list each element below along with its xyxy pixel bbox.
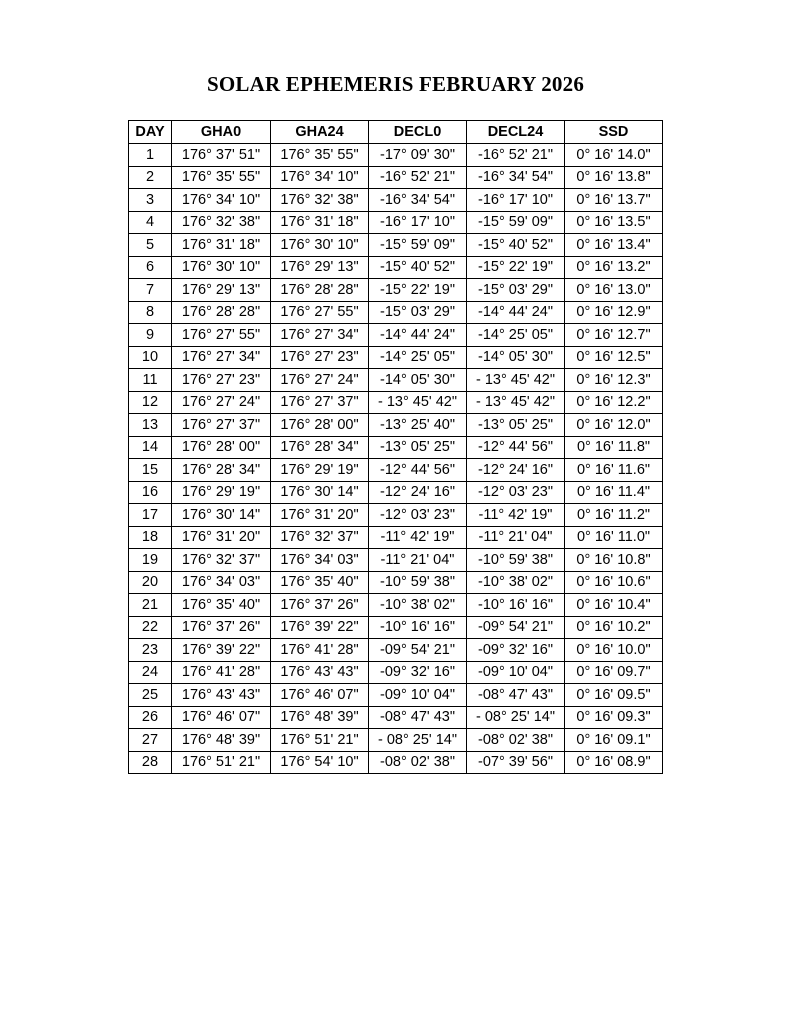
cell-decl24: -15° 03' 29": [467, 279, 565, 302]
cell-gha0: 176° 31' 20": [172, 526, 271, 549]
cell-ssd: 0° 16' 12.7": [565, 324, 663, 347]
cell-ssd: 0° 16' 13.4": [565, 234, 663, 257]
cell-gha24: 176° 29' 19": [271, 459, 369, 482]
column-header-gha24: GHA24: [271, 121, 369, 144]
cell-gha24: 176° 30' 10": [271, 234, 369, 257]
cell-gha0: 176° 28' 28": [172, 301, 271, 324]
column-header-ssd: SSD: [565, 121, 663, 144]
cell-ssd: 0° 16' 13.8": [565, 166, 663, 189]
table-row: [129, 661, 663, 684]
cell-gha24: 176° 37' 26": [271, 594, 369, 617]
cell-gha24: 176° 48' 39": [271, 706, 369, 729]
table-row: [129, 436, 663, 459]
cell-day: 5: [129, 234, 172, 257]
table-header-row: [129, 121, 663, 144]
cell-gha24: 176° 54' 10": [271, 751, 369, 774]
column-header-decl0: DECL0: [369, 121, 467, 144]
cell-day: 10: [129, 346, 172, 369]
cell-gha24: 176° 27' 55": [271, 301, 369, 324]
table-row: [129, 571, 663, 594]
cell-gha0: 176° 48' 39": [172, 729, 271, 752]
cell-decl0: -15° 40' 52": [369, 256, 467, 279]
cell-day: 11: [129, 369, 172, 392]
cell-decl0: -14° 05' 30": [369, 369, 467, 392]
column-header-day: DAY: [129, 121, 172, 144]
cell-day: 8: [129, 301, 172, 324]
cell-day: 27: [129, 729, 172, 752]
cell-gha24: 176° 32' 38": [271, 189, 369, 212]
cell-day: 26: [129, 706, 172, 729]
table-row: [129, 301, 663, 324]
cell-day: 9: [129, 324, 172, 347]
table-row: [129, 369, 663, 392]
table-row: [129, 234, 663, 257]
cell-decl0: -15° 03' 29": [369, 301, 467, 324]
cell-ssd: 0° 16' 13.0": [565, 279, 663, 302]
table-row: [129, 616, 663, 639]
cell-gha0: 176° 29' 19": [172, 481, 271, 504]
cell-gha0: 176° 32' 37": [172, 549, 271, 572]
table-row: [129, 391, 663, 414]
cell-decl24: -15° 22' 19": [467, 256, 565, 279]
cell-decl0: -11° 42' 19": [369, 526, 467, 549]
cell-gha24: 176° 31' 18": [271, 211, 369, 234]
cell-gha24: 176° 30' 14": [271, 481, 369, 504]
cell-gha0: 176° 27' 37": [172, 414, 271, 437]
cell-day: 22: [129, 616, 172, 639]
cell-gha0: 176° 30' 14": [172, 504, 271, 527]
cell-decl0: -08° 47' 43": [369, 706, 467, 729]
cell-day: 15: [129, 459, 172, 482]
cell-gha0: 176° 27' 55": [172, 324, 271, 347]
cell-ssd: 0° 16' 13.2": [565, 256, 663, 279]
cell-gha0: 176° 30' 10": [172, 256, 271, 279]
table-row: [129, 279, 663, 302]
cell-ssd: 0° 16' 10.8": [565, 549, 663, 572]
cell-decl0: -12° 24' 16": [369, 481, 467, 504]
cell-gha0: 176° 37' 26": [172, 616, 271, 639]
column-header-decl24: DECL24: [467, 121, 565, 144]
table-row: [129, 751, 663, 774]
cell-day: 28: [129, 751, 172, 774]
table-row: [129, 526, 663, 549]
cell-gha0: 176° 27' 24": [172, 391, 271, 414]
cell-decl24: -13° 05' 25": [467, 414, 565, 437]
cell-ssd: 0° 16' 10.4": [565, 594, 663, 617]
cell-ssd: 0° 16' 12.9": [565, 301, 663, 324]
cell-decl24: -10° 16' 16": [467, 594, 565, 617]
cell-gha0: 176° 35' 55": [172, 166, 271, 189]
cell-decl0: -16° 52' 21": [369, 166, 467, 189]
cell-gha0: 176° 51' 21": [172, 751, 271, 774]
cell-decl0: -10° 16' 16": [369, 616, 467, 639]
cell-decl24: -10° 38' 02": [467, 571, 565, 594]
cell-ssd: 0° 16' 12.5": [565, 346, 663, 369]
cell-ssd: 0° 16' 12.2": [565, 391, 663, 414]
cell-ssd: 0° 16' 11.4": [565, 481, 663, 504]
cell-decl24: -12° 24' 16": [467, 459, 565, 482]
cell-decl0: -17° 09' 30": [369, 144, 467, 167]
table-row: [129, 346, 663, 369]
table-row: [129, 414, 663, 437]
cell-gha24: 176° 34' 10": [271, 166, 369, 189]
cell-gha24: 176° 46' 07": [271, 684, 369, 707]
cell-gha0: 176° 27' 23": [172, 369, 271, 392]
cell-gha24: 176° 39' 22": [271, 616, 369, 639]
cell-decl24: -12° 03' 23": [467, 481, 565, 504]
cell-decl24: -08° 02' 38": [467, 729, 565, 752]
cell-day: 4: [129, 211, 172, 234]
cell-decl0: -08° 02' 38": [369, 751, 467, 774]
cell-ssd: 0° 16' 10.6": [565, 571, 663, 594]
cell-ssd: 0° 16' 14.0": [565, 144, 663, 167]
cell-gha0: 176° 28' 34": [172, 459, 271, 482]
cell-gha24: 176° 32' 37": [271, 526, 369, 549]
cell-gha24: 176° 28' 28": [271, 279, 369, 302]
cell-ssd: 0° 16' 12.3": [565, 369, 663, 392]
cell-gha24: 176° 35' 40": [271, 571, 369, 594]
cell-day: 12: [129, 391, 172, 414]
cell-gha0: 176° 43' 43": [172, 684, 271, 707]
cell-decl24: -09° 32' 16": [467, 639, 565, 662]
table-row: [129, 684, 663, 707]
table-row: [129, 211, 663, 234]
cell-decl0: -12° 03' 23": [369, 504, 467, 527]
cell-ssd: 0° 16' 09.5": [565, 684, 663, 707]
cell-ssd: 0° 16' 10.0": [565, 639, 663, 662]
cell-ssd: 0° 16' 08.9": [565, 751, 663, 774]
cell-day: 6: [129, 256, 172, 279]
cell-decl24: - 13° 45' 42": [467, 369, 565, 392]
cell-day: 20: [129, 571, 172, 594]
table-row: [129, 481, 663, 504]
cell-gha24: 176° 28' 00": [271, 414, 369, 437]
cell-decl0: -09° 32' 16": [369, 661, 467, 684]
cell-decl0: -15° 59' 09": [369, 234, 467, 257]
column-header-gha0: GHA0: [172, 121, 271, 144]
cell-gha0: 176° 27' 34": [172, 346, 271, 369]
table-row: [129, 189, 663, 212]
cell-gha0: 176° 37' 51": [172, 144, 271, 167]
cell-ssd: 0° 16' 09.3": [565, 706, 663, 729]
cell-day: 16: [129, 481, 172, 504]
cell-decl24: -15° 59' 09": [467, 211, 565, 234]
cell-decl0: -11° 21' 04": [369, 549, 467, 572]
cell-ssd: 0° 16' 13.5": [565, 211, 663, 234]
cell-ssd: 0° 16' 09.1": [565, 729, 663, 752]
cell-day: 24: [129, 661, 172, 684]
cell-ssd: 0° 16' 13.7": [565, 189, 663, 212]
cell-gha24: 176° 29' 13": [271, 256, 369, 279]
cell-day: 1: [129, 144, 172, 167]
cell-day: 7: [129, 279, 172, 302]
cell-ssd: 0° 16' 10.2": [565, 616, 663, 639]
cell-decl24: -12° 44' 56": [467, 436, 565, 459]
cell-decl24: -16° 17' 10": [467, 189, 565, 212]
cell-decl0: -10° 38' 02": [369, 594, 467, 617]
cell-decl24: -14° 25' 05": [467, 324, 565, 347]
cell-decl24: -16° 52' 21": [467, 144, 565, 167]
cell-ssd: 0° 16' 12.0": [565, 414, 663, 437]
table-body: [129, 144, 663, 774]
cell-decl24: -14° 05' 30": [467, 346, 565, 369]
table-row: [129, 594, 663, 617]
cell-decl0: -13° 05' 25": [369, 436, 467, 459]
cell-gha0: 176° 34' 10": [172, 189, 271, 212]
cell-day: 2: [129, 166, 172, 189]
cell-ssd: 0° 16' 11.0": [565, 526, 663, 549]
cell-gha24: 176° 35' 55": [271, 144, 369, 167]
cell-decl0: -16° 34' 54": [369, 189, 467, 212]
cell-decl24: -09° 10' 04": [467, 661, 565, 684]
cell-day: 25: [129, 684, 172, 707]
cell-gha24: 176° 34' 03": [271, 549, 369, 572]
cell-gha0: 176° 35' 40": [172, 594, 271, 617]
table-row: [129, 324, 663, 347]
cell-decl24: -11° 21' 04": [467, 526, 565, 549]
table-row: [129, 256, 663, 279]
cell-gha0: 176° 41' 28": [172, 661, 271, 684]
cell-day: 14: [129, 436, 172, 459]
cell-gha24: 176° 31' 20": [271, 504, 369, 527]
cell-day: 19: [129, 549, 172, 572]
table-row: [129, 706, 663, 729]
table-row: [129, 459, 663, 482]
table-row: [129, 504, 663, 527]
cell-ssd: 0° 16' 11.2": [565, 504, 663, 527]
cell-decl0: -09° 54' 21": [369, 639, 467, 662]
cell-gha24: 176° 27' 37": [271, 391, 369, 414]
cell-decl0: - 13° 45' 42": [369, 391, 467, 414]
cell-decl0: -14° 25' 05": [369, 346, 467, 369]
cell-day: 21: [129, 594, 172, 617]
cell-decl24: -14° 44' 24": [467, 301, 565, 324]
cell-decl24: -08° 47' 43": [467, 684, 565, 707]
cell-decl0: -15° 22' 19": [369, 279, 467, 302]
cell-decl24: -15° 40' 52": [467, 234, 565, 257]
cell-decl24: -10° 59' 38": [467, 549, 565, 572]
table-row: [129, 166, 663, 189]
cell-gha24: 176° 51' 21": [271, 729, 369, 752]
cell-gha0: 176° 46' 07": [172, 706, 271, 729]
cell-decl0: -13° 25' 40": [369, 414, 467, 437]
table-row: [129, 549, 663, 572]
cell-ssd: 0° 16' 11.6": [565, 459, 663, 482]
cell-decl0: -16° 17' 10": [369, 211, 467, 234]
cell-gha24: 176° 27' 34": [271, 324, 369, 347]
cell-decl24: - 13° 45' 42": [467, 391, 565, 414]
cell-gha0: 176° 39' 22": [172, 639, 271, 662]
table-row: [129, 729, 663, 752]
cell-day: 17: [129, 504, 172, 527]
cell-gha24: 176° 43' 43": [271, 661, 369, 684]
cell-decl0: -09° 10' 04": [369, 684, 467, 707]
cell-ssd: 0° 16' 11.8": [565, 436, 663, 459]
cell-gha24: 176° 28' 34": [271, 436, 369, 459]
cell-decl24: -07° 39' 56": [467, 751, 565, 774]
cell-ssd: 0° 16' 09.7": [565, 661, 663, 684]
cell-decl24: -11° 42' 19": [467, 504, 565, 527]
cell-gha0: 176° 29' 13": [172, 279, 271, 302]
cell-day: 18: [129, 526, 172, 549]
cell-gha0: 176° 32' 38": [172, 211, 271, 234]
cell-gha24: 176° 41' 28": [271, 639, 369, 662]
cell-gha24: 176° 27' 23": [271, 346, 369, 369]
cell-decl0: -12° 44' 56": [369, 459, 467, 482]
ephemeris-table: [128, 120, 663, 774]
table-row: [129, 144, 663, 167]
cell-decl24: -09° 54' 21": [467, 616, 565, 639]
page-title: SOLAR EPHEMERIS FEBRUARY 2026: [206, 72, 585, 96]
cell-gha0: 176° 34' 03": [172, 571, 271, 594]
cell-decl0: -10° 59' 38": [369, 571, 467, 594]
cell-day: 13: [129, 414, 172, 437]
cell-decl0: -14° 44' 24": [369, 324, 467, 347]
cell-decl0: - 08° 25' 14": [369, 729, 467, 752]
cell-day: 23: [129, 639, 172, 662]
table-row: [129, 639, 663, 662]
cell-gha24: 176° 27' 24": [271, 369, 369, 392]
cell-day: 3: [129, 189, 172, 212]
cell-decl24: - 08° 25' 14": [467, 706, 565, 729]
cell-gha0: 176° 28' 00": [172, 436, 271, 459]
cell-decl24: -16° 34' 54": [467, 166, 565, 189]
cell-gha0: 176° 31' 18": [172, 234, 271, 257]
